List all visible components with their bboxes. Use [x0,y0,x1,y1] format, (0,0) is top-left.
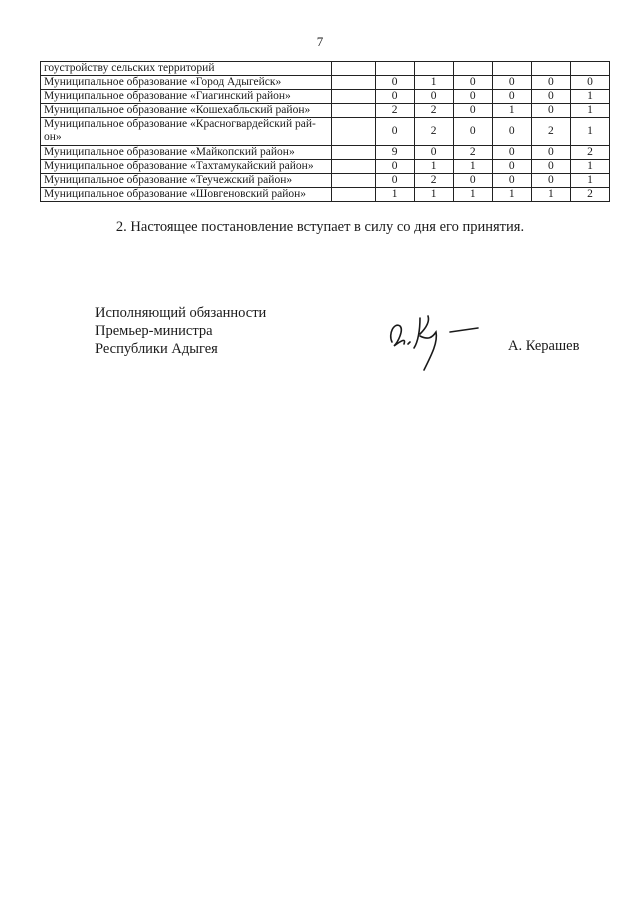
value-cell: 2 [414,104,453,118]
value-cell: 0 [414,90,453,104]
value-cell: 1 [492,104,531,118]
value-cell: 0 [375,118,414,146]
value-cell: 2 [414,118,453,146]
value-cell: 1 [570,174,609,188]
value-cell: 0 [492,174,531,188]
table-row [41,62,610,76]
row-label: Муниципальное образование «Гиагинский район» [41,90,332,104]
table-row [41,90,610,104]
row-label: гоустройству сельских территорий [41,62,332,76]
empty-cell [331,62,375,76]
table-row [41,174,610,188]
value-cell [375,62,414,76]
value-cell [414,62,453,76]
row-label: Муниципальное образование «Красногвардейский рай-он» [41,118,332,146]
signatory-line-1: Исполняющий обязанности [95,305,267,321]
value-cell [570,62,609,76]
empty-cell [331,188,375,202]
value-cell: 2 [453,146,492,160]
value-cell: 1 [414,160,453,174]
value-cell: 0 [453,174,492,188]
data-table [40,61,610,202]
table-row [41,104,610,118]
value-cell: 1 [570,104,609,118]
clause-text: 2. Настоящее постановление вступает в силу со дня его принятия. [115,219,525,235]
empty-cell [331,160,375,174]
row-label: Муниципальное образование «Город Адыгейск» [41,76,332,90]
table-row [41,188,610,202]
value-cell [453,62,492,76]
signatory-line-2: Премьер-министра [95,323,213,339]
table-row [41,146,610,160]
value-cell: 2 [570,146,609,160]
table-row [41,118,610,146]
value-cell: 0 [531,146,570,160]
row-label: Муниципальное образование «Тахтамукайский район» [41,160,332,174]
signatory-line-3: Республики Адыгея [95,341,218,357]
empty-cell [331,146,375,160]
value-cell: 0 [492,146,531,160]
value-cell: 0 [531,174,570,188]
empty-cell [331,174,375,188]
value-cell: 0 [492,118,531,146]
value-cell: 1 [375,188,414,202]
empty-cell [331,76,375,90]
value-cell: 0 [453,104,492,118]
value-cell: 1 [453,160,492,174]
value-cell: 0 [570,76,609,90]
signer-name: А. Керашев [508,338,580,354]
value-cell: 0 [453,90,492,104]
signatory-title [95,304,266,358]
value-cell: 1 [570,118,609,146]
value-cell: 0 [531,160,570,174]
value-cell [492,62,531,76]
value-cell: 1 [570,160,609,174]
value-cell: 0 [375,160,414,174]
value-cell: 2 [531,118,570,146]
handwritten-signature [380,296,485,376]
value-cell: 2 [375,104,414,118]
row-label: Муниципальное образование «Теучежский район» [41,174,332,188]
row-label: Муниципальное образование «Майкопский район» [41,146,332,160]
empty-cell [331,90,375,104]
table-body [41,62,610,202]
value-cell: 0 [375,174,414,188]
value-cell: 9 [375,146,414,160]
value-cell: 0 [531,76,570,90]
value-cell: 0 [375,90,414,104]
value-cell: 1 [492,188,531,202]
value-cell: 1 [531,188,570,202]
empty-cell [331,104,375,118]
row-label: Муниципальное образование «Шовгеновский район» [41,188,332,202]
value-cell: 0 [453,118,492,146]
table-row [41,160,610,174]
value-cell: 0 [531,104,570,118]
value-cell: 0 [492,76,531,90]
value-cell: 0 [531,90,570,104]
value-cell: 0 [375,76,414,90]
value-cell: 0 [492,160,531,174]
row-label: Муниципальное образование «Кошехабльский район» [41,104,332,118]
page-number: 7 [316,34,324,49]
value-cell: 2 [570,188,609,202]
value-cell: 0 [453,76,492,90]
empty-cell [331,118,375,146]
value-cell: 1 [453,188,492,202]
value-cell: 1 [414,76,453,90]
value-cell: 1 [414,188,453,202]
value-cell: 2 [414,174,453,188]
value-cell: 1 [570,90,609,104]
table-row [41,76,610,90]
value-cell: 0 [492,90,531,104]
value-cell: 0 [414,146,453,160]
value-cell [531,62,570,76]
